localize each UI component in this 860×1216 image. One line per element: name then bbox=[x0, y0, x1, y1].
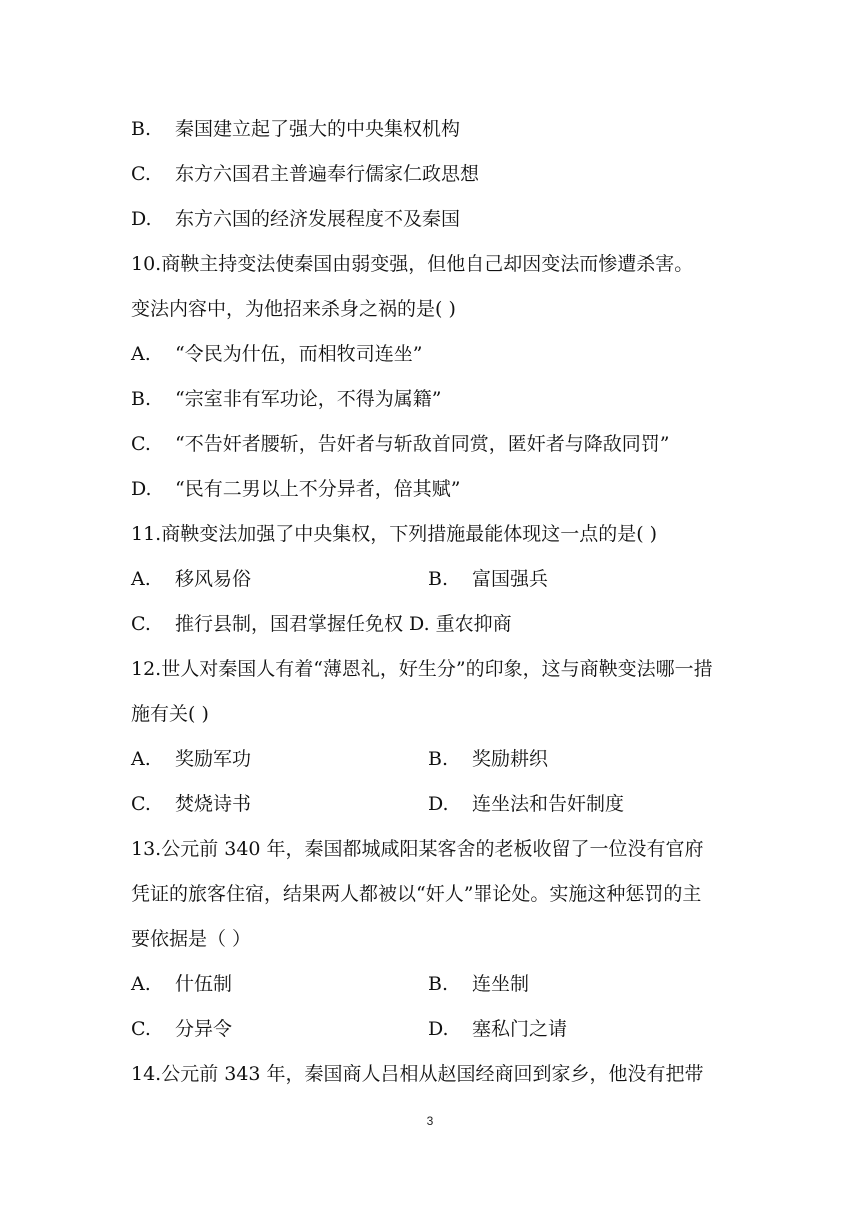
option-letter: B. bbox=[131, 388, 152, 410]
option-letter: C. bbox=[131, 1018, 151, 1040]
question-text: 施有关( ) bbox=[131, 703, 209, 725]
option-second-column bbox=[428, 971, 529, 997]
option-line bbox=[131, 206, 741, 232]
question-line bbox=[131, 521, 741, 547]
option-line bbox=[131, 611, 741, 637]
option-text: 推行县制，国君掌握任免权 D. 重农抑商 bbox=[175, 613, 512, 635]
option-text: 奖励耕织 bbox=[472, 748, 549, 770]
option-text: “宗室非有军功论，不得为属籍” bbox=[175, 388, 442, 410]
option-text: 富国强兵 bbox=[472, 568, 549, 590]
question-line bbox=[131, 701, 741, 727]
question-text: 12.世人对秦国人有着“薄恩礼，好生分”的印象，这与商鞅变法哪一措 bbox=[131, 658, 713, 680]
question-line bbox=[131, 836, 741, 862]
option-row bbox=[131, 1016, 741, 1042]
question-text: 变法内容中，为他招来杀身之祸的是( ) bbox=[131, 298, 456, 320]
question-text: 14.公元前 343 年，秦国商人吕相从赵国经商回到家乡，他没有把带 bbox=[131, 1063, 704, 1085]
option-letter: D. bbox=[428, 793, 449, 815]
option-letter: C. bbox=[131, 163, 151, 185]
question-line bbox=[131, 926, 741, 952]
question-line bbox=[131, 656, 741, 682]
option-letter: B. bbox=[428, 568, 449, 590]
option-line bbox=[131, 116, 741, 142]
option-second-column bbox=[428, 746, 548, 772]
question-text: 10.商鞅主持变法使秦国由弱变强，但他自己却因变法而惨遭杀害。 bbox=[131, 253, 694, 275]
option-line bbox=[131, 341, 741, 367]
option-letter: B. bbox=[428, 748, 449, 770]
option-letter: A. bbox=[131, 343, 151, 365]
option-text: 连坐法和告奸制度 bbox=[472, 793, 625, 815]
option-letter: A. bbox=[131, 748, 151, 770]
option-text: 东方六国君主普遍奉行儒家仁政思想 bbox=[175, 163, 480, 185]
option-row bbox=[131, 566, 741, 592]
option-letter: B. bbox=[131, 118, 152, 140]
option-second-column bbox=[428, 566, 548, 592]
option-letter: C. bbox=[131, 613, 151, 635]
option-line bbox=[131, 431, 741, 457]
question-line bbox=[131, 296, 741, 322]
option-text: 什伍制 bbox=[175, 973, 233, 995]
option-line bbox=[131, 161, 741, 187]
option-text: 移风易俗 bbox=[175, 568, 252, 590]
option-letter: D. bbox=[131, 208, 152, 230]
question-line bbox=[131, 251, 741, 277]
option-text: “令民为什伍，而相牧司连坐” bbox=[175, 343, 423, 365]
question-text: 凭证的旅客住宿，结果两人都被以“奸人”罪论处。实施这种惩罚的主 bbox=[131, 883, 702, 905]
option-row bbox=[131, 791, 741, 817]
question-text: 要依据是（ ） bbox=[131, 928, 252, 950]
option-text: 塞私门之请 bbox=[472, 1018, 568, 1040]
option-text: 东方六国的经济发展程度不及秦国 bbox=[175, 208, 461, 230]
option-line bbox=[131, 476, 741, 502]
option-text: “不告奸者腰斩，告奸者与斩敌首同赏，匿奸者与降敌同罚” bbox=[175, 433, 670, 455]
option-second-column bbox=[428, 791, 624, 817]
option-text: 连坐制 bbox=[472, 973, 530, 995]
option-row bbox=[131, 746, 741, 772]
option-letter: B. bbox=[428, 973, 449, 995]
option-second-column bbox=[428, 1016, 567, 1042]
option-letter: A. bbox=[131, 568, 151, 590]
option-letter: C. bbox=[131, 433, 151, 455]
question-text: 11.商鞅变法加强了中央集权，下列措施最能体现这一点的是( ) bbox=[131, 523, 658, 545]
option-letter: D. bbox=[428, 1018, 449, 1040]
option-line bbox=[131, 386, 741, 412]
option-text: 焚烧诗书 bbox=[175, 793, 252, 815]
page-number: 3 bbox=[426, 1114, 434, 1128]
question-line bbox=[131, 1061, 741, 1087]
question-line bbox=[131, 881, 741, 907]
option-text: 秦国建立起了强大的中央集权机构 bbox=[175, 118, 461, 140]
option-text: 奖励军功 bbox=[175, 748, 252, 770]
option-letter: A. bbox=[131, 973, 151, 995]
option-letter: D. bbox=[131, 478, 152, 500]
option-text: “民有二男以上不分异者，倍其赋” bbox=[175, 478, 461, 500]
option-text: 分异令 bbox=[175, 1018, 233, 1040]
option-letter: C. bbox=[131, 793, 151, 815]
option-row bbox=[131, 971, 741, 997]
question-text: 13.公元前 340 年，秦国都城咸阳某客舍的老板收留了一位没有官府 bbox=[131, 838, 704, 860]
